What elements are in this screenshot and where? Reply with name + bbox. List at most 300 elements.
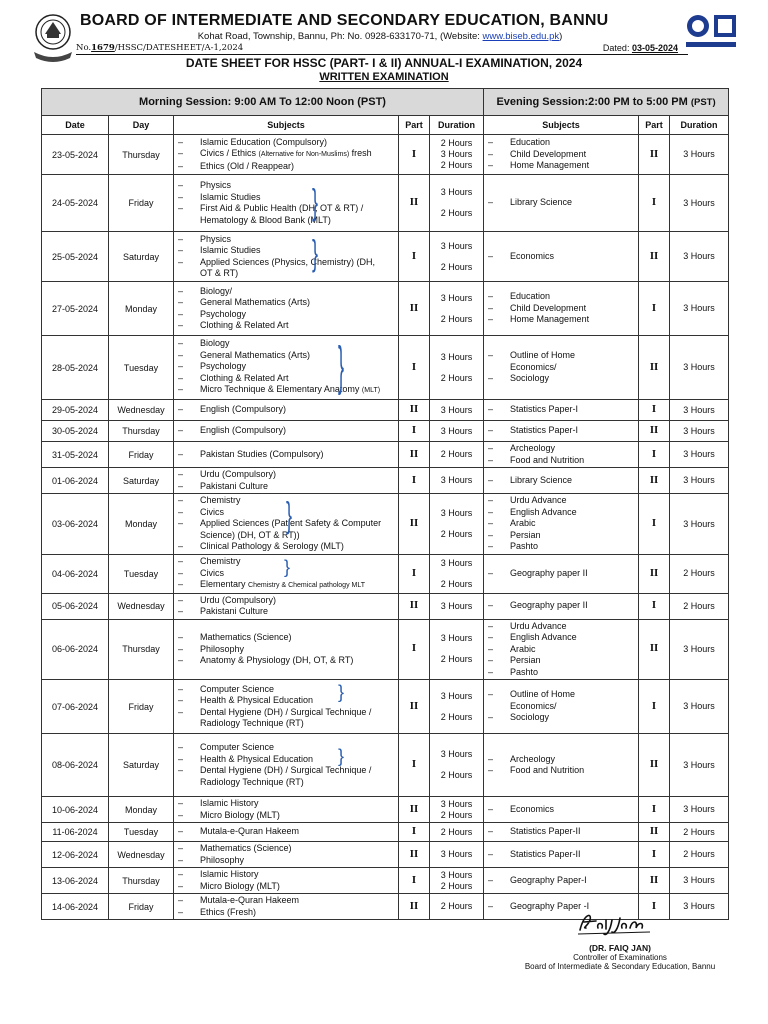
morning-subject-part: Anatomy & Physiology (DH, OT, & RT) — [200, 655, 354, 665]
morning-subject-line — [176, 541, 396, 553]
morning-duration — [430, 619, 484, 680]
morning-subject-line — [176, 192, 396, 204]
evening-subject-text — [510, 621, 636, 633]
reference-line — [76, 43, 686, 53]
evening-subject-part: Home Management — [510, 314, 590, 325]
dash-marker: – — [178, 372, 184, 383]
morning-subject-part: Clinical Pathology & Serology (MLT) — [200, 541, 344, 552]
morning-subjects — [174, 894, 399, 920]
evening-subject-part: Food and Nutrition — [510, 454, 585, 465]
evening-subject-line — [486, 455, 636, 467]
morning-subject-line — [176, 338, 396, 350]
morning-subject-part: Clothing & Related Art — [200, 372, 289, 383]
morning-duration — [430, 734, 484, 797]
morning-subject-part: Chemistry & Chemical pathology MLT — [248, 582, 365, 589]
morning-subject-text — [200, 309, 396, 321]
morning-subject-part: Science) (DH, OT & RT)) — [200, 529, 300, 540]
morning-part: I — [399, 868, 430, 894]
morning-subject-part: General Mathematics (Arts) — [200, 349, 311, 360]
table-row — [42, 400, 729, 421]
morning-subject-part: General Mathematics (Arts) — [200, 297, 311, 307]
morning-duration — [430, 593, 484, 619]
evening-subjects — [484, 734, 639, 797]
morning-subject-line — [176, 481, 396, 493]
evening-part: II — [639, 135, 670, 175]
evening-subject-part: Child Development — [510, 302, 587, 313]
morning-subject-part: Elementary — [200, 579, 249, 589]
evening-subjects — [484, 232, 639, 282]
morning-subject-part: OT & RT) — [200, 268, 239, 278]
duration-value: 2 Hours — [440, 770, 473, 780]
grouping-brace: } — [312, 182, 319, 222]
morning-subject-line — [176, 655, 396, 667]
duration-value: 3 Hours — [440, 798, 473, 809]
exam-date: 06-06-2024 — [42, 619, 109, 680]
morning-subject-part: Physics — [200, 233, 232, 244]
evening-subjects — [484, 842, 639, 868]
morning-part: II — [399, 842, 430, 868]
evening-subjects — [484, 494, 639, 555]
dash-marker: – — [488, 506, 494, 517]
evening-subject-text — [510, 689, 636, 701]
morning-subject-line — [176, 361, 396, 373]
address-text: Kohat Road, Township, Bannu, Ph: No. 0928-633170-71, (Website: — [197, 31, 483, 42]
dash-marker: – — [178, 297, 184, 307]
certification-badge-icon — [682, 12, 740, 52]
duration-value: 2 Hours — [440, 313, 473, 324]
duration-value: 2 Hours — [440, 578, 473, 589]
morning-subject-text — [200, 361, 396, 373]
morning-subjects — [174, 468, 399, 494]
evening-subject-text — [510, 667, 636, 679]
evening-duration — [670, 135, 729, 175]
morning-subjects — [174, 232, 399, 282]
duration-value: 3 Hours — [440, 508, 473, 518]
controller-board: Board of Intermediate & Secondary Education, Bannu — [524, 962, 716, 971]
evening-subject-text — [510, 804, 636, 816]
morning-subject-text — [200, 568, 396, 580]
evening-subject-line — [486, 765, 636, 777]
duration-value: 2 Hours — [440, 138, 473, 148]
evening-subject-part: Food and Nutrition — [510, 765, 585, 775]
dash-marker: – — [488, 666, 494, 677]
dash-marker: – — [178, 843, 184, 853]
morning-subject-line — [176, 826, 396, 838]
morning-subjects — [174, 797, 399, 823]
col-morning-subjects: Subjects — [174, 116, 399, 135]
dash-marker: – — [488, 874, 494, 885]
exam-date: 28-05-2024 — [42, 336, 109, 400]
evening-part: II — [639, 421, 670, 442]
morning-subject-line — [176, 765, 396, 777]
evening-subject-text — [510, 541, 636, 553]
morning-subject-part: Mathematics (Science) — [200, 843, 292, 853]
dash-marker: – — [178, 361, 184, 372]
duration-value: 3 Hours — [440, 849, 473, 859]
evening-subject-part: Geography paper II — [510, 600, 588, 611]
evening-subjects — [484, 135, 639, 175]
dash-marker: – — [488, 160, 494, 171]
morning-subject-part: Computer Science — [200, 683, 275, 694]
morning-subject-line — [176, 404, 396, 416]
morning-subject-line — [176, 579, 396, 592]
morning-subjects — [174, 619, 399, 680]
date-sheet-title: DATE SHEET FOR HSSC (PART- I & II) ANNUAL-I EXAMINATION, 2024 — [185, 56, 583, 70]
evening-subject-part: Geography paper II — [510, 568, 588, 578]
morning-subject-text — [200, 234, 396, 246]
website-link[interactable]: www.biseb.edu.pk — [482, 31, 560, 42]
evening-subject-line — [486, 754, 636, 766]
dash-marker: – — [178, 506, 184, 517]
morning-subject-part: Mathematics (Science) — [200, 632, 292, 642]
evening-subject-line — [486, 404, 636, 416]
dash-marker: – — [488, 425, 494, 436]
evening-subject-line — [486, 373, 636, 385]
morning-duration — [430, 400, 484, 421]
duration-value: 3 Hours — [440, 749, 473, 759]
evening-subject-part: Economics — [510, 250, 555, 261]
morning-subject-line — [176, 469, 396, 481]
evening-subjects — [484, 421, 639, 442]
dash-marker: – — [488, 541, 494, 552]
duration-value: 3 Hours — [440, 425, 473, 436]
evening-subject-text — [510, 530, 636, 542]
morning-duration — [430, 175, 484, 232]
morning-subject-text — [200, 869, 396, 881]
evening-duration — [670, 593, 729, 619]
duration-value: 2 Hours — [440, 880, 473, 891]
morning-part: II — [399, 680, 430, 734]
evening-subject-part: Persian — [510, 529, 541, 540]
evening-subject-line — [486, 804, 636, 816]
grouping-brace: } — [312, 233, 319, 273]
evening-subject-part: Statistics Paper-II — [510, 826, 581, 837]
morning-duration — [430, 135, 484, 175]
morning-subject-continued — [176, 777, 396, 789]
morning-subject-line — [176, 350, 396, 362]
duration-value: 3 Hours — [440, 690, 473, 701]
dash-marker: – — [488, 803, 494, 814]
duration-value: 3 Hours — [440, 149, 473, 159]
morning-subject-text — [200, 297, 396, 309]
morning-subject-part: Applied Sciences (Physics, Chemistry) (DH, — [200, 256, 376, 267]
table-row — [42, 593, 729, 619]
morning-subject-line — [176, 855, 396, 867]
exam-date: 04-06-2024 — [42, 555, 109, 594]
table-row — [42, 797, 729, 823]
evening-part: II — [639, 619, 670, 680]
table-row — [42, 421, 729, 442]
duration-gap — [430, 198, 483, 208]
duration-value: 3 Hours — [440, 292, 473, 303]
duration-value: 3 Hours — [683, 149, 715, 159]
dash-marker: – — [488, 826, 494, 837]
duration-gap — [430, 644, 483, 654]
morning-part: II — [399, 282, 430, 336]
evening-subject-part: Archeology — [510, 753, 556, 764]
evening-subject-line — [486, 655, 636, 667]
morning-subject-part: Philosophy — [200, 643, 245, 654]
morning-subject-text — [200, 148, 396, 161]
morning-subject-text — [200, 257, 396, 269]
table-row — [42, 442, 729, 468]
duration-value: 3 Hours — [440, 633, 473, 644]
dash-marker: – — [178, 245, 184, 255]
morning-subject-text — [200, 826, 396, 838]
morning-subject-line — [176, 644, 396, 656]
morning-duration — [430, 680, 484, 734]
date-sheet-body — [42, 135, 729, 920]
dash-marker: – — [178, 632, 184, 642]
morning-subject-line — [176, 843, 396, 855]
dash-marker: – — [178, 495, 184, 506]
evening-subject-line — [486, 826, 636, 838]
dash-marker: – — [178, 518, 184, 529]
exam-day: Thursday — [109, 619, 174, 680]
exam-date: 11-06-2024 — [42, 823, 109, 842]
morning-subject-text — [200, 684, 396, 696]
morning-subject-text — [200, 695, 396, 707]
morning-subjects — [174, 421, 399, 442]
morning-subject-line — [176, 373, 396, 385]
morning-subject-text — [200, 507, 396, 519]
morning-subject-text — [200, 595, 396, 607]
exam-day: Friday — [109, 894, 174, 920]
dash-marker: – — [178, 191, 184, 202]
dash-marker: – — [178, 308, 184, 319]
evening-subject-text — [510, 507, 636, 519]
evening-subjects — [484, 282, 639, 336]
morning-subject-part: Civics / Ethics — [200, 148, 259, 159]
dash-marker: – — [178, 594, 184, 605]
evening-subject-part: Statistics Paper-I — [510, 404, 579, 415]
exam-date: 08-06-2024 — [42, 734, 109, 797]
morning-subject-part: First Aid & Public Health (DH, OT & RT) / — [200, 203, 364, 213]
dash-marker: – — [178, 160, 184, 171]
evening-subject-text — [510, 455, 636, 467]
column-header-row — [42, 116, 729, 135]
duration-value: 3 Hours — [683, 362, 715, 372]
exam-date: 12-06-2024 — [42, 842, 109, 868]
morning-subject-part: Pakistani Culture — [200, 480, 269, 491]
col-date: Date — [42, 116, 109, 135]
morning-subject-part: Psychology — [200, 308, 247, 319]
duration-value: 2 Hours — [440, 160, 473, 170]
evening-subject-line — [486, 875, 636, 887]
morning-subject-line — [176, 203, 396, 215]
morning-subject-text — [200, 655, 396, 667]
evening-subject-line — [486, 149, 636, 161]
dash-marker: – — [178, 579, 184, 589]
morning-subject-line — [176, 309, 396, 321]
board-emblem-icon — [30, 12, 76, 62]
dash-marker: – — [178, 606, 184, 616]
evening-part: II — [639, 336, 670, 400]
exam-day: Thursday — [109, 421, 174, 442]
evening-subject-text — [510, 373, 636, 385]
ref-rest: /HSSC/DATESHEET/A-1,2024 — [114, 43, 244, 53]
table-row — [42, 175, 729, 232]
dash-marker: – — [488, 404, 494, 415]
col-evening-duration: Duration — [670, 116, 729, 135]
duration-gap — [430, 519, 483, 529]
evening-subject-text — [510, 197, 636, 209]
morning-subject-line — [176, 449, 396, 461]
grouping-brace: } — [338, 746, 345, 766]
ref-number: 1679 — [91, 43, 115, 53]
evening-subjects — [484, 593, 639, 619]
morning-subject-line — [176, 137, 396, 149]
evening-subject-line — [486, 849, 636, 861]
morning-subject-part: Islamic Studies — [200, 191, 261, 202]
morning-subject-text — [200, 556, 396, 568]
evening-subject-text — [510, 644, 636, 656]
duration-value: 2 Hours — [440, 449, 473, 459]
table-row — [42, 336, 729, 400]
evening-subject-text — [510, 425, 636, 437]
evening-subject-line — [486, 530, 636, 542]
evening-subject-text — [510, 849, 636, 861]
evening-duration — [670, 442, 729, 468]
morning-subject-line — [176, 798, 396, 810]
morning-subject-line — [176, 148, 396, 161]
evening-part: I — [639, 680, 670, 734]
ref-prefix: No. — [76, 43, 92, 53]
morning-subject-part: Physics — [200, 180, 232, 190]
dash-marker: – — [488, 765, 494, 775]
evening-duration — [670, 421, 729, 442]
dash-marker: – — [178, 320, 184, 330]
date-sheet-table — [41, 88, 729, 920]
duration-gap — [430, 702, 483, 712]
evening-subject-continued — [486, 362, 636, 374]
evening-duration — [670, 555, 729, 594]
dash-marker: – — [488, 753, 494, 764]
dash-marker: – — [488, 443, 494, 453]
morning-subject-part: Civics — [200, 567, 224, 578]
evening-duration — [670, 232, 729, 282]
morning-subject-part: Ethics (Old / Reappear) — [200, 160, 295, 171]
morning-part: II — [399, 797, 430, 823]
signature-block — [480, 908, 760, 971]
morning-subject-text — [200, 907, 396, 919]
duration-value: 2 Hours — [440, 208, 473, 218]
evening-subject-part: Education — [510, 137, 551, 148]
evening-subject-line — [486, 689, 636, 701]
morning-duration — [430, 442, 484, 468]
duration-value: 3 Hours — [683, 251, 715, 261]
duration-value: 3 Hours — [683, 449, 715, 459]
dash-marker: – — [178, 826, 184, 837]
evening-subject-part: Sociology — [510, 373, 550, 384]
morning-part: II — [399, 894, 430, 920]
morning-subject-line — [176, 384, 396, 397]
evening-subjects — [484, 400, 639, 421]
evening-duration — [670, 175, 729, 232]
morning-part: I — [399, 823, 430, 842]
evening-duration — [670, 868, 729, 894]
morning-subjects — [174, 680, 399, 734]
evening-part: I — [639, 797, 670, 823]
dash-marker: – — [178, 655, 184, 665]
dash-marker: – — [488, 373, 494, 384]
dash-marker: – — [488, 848, 494, 859]
evening-subject-part: Economics/ — [510, 700, 557, 711]
dash-marker: – — [488, 689, 494, 700]
morning-subject-part: Biology/ — [200, 285, 233, 296]
morning-subject-text — [200, 855, 396, 867]
morning-subjects — [174, 734, 399, 797]
morning-subject-line — [176, 180, 396, 192]
evening-subject-line — [486, 621, 636, 633]
duration-gap — [430, 304, 483, 314]
duration-value: 2 Hours — [683, 600, 715, 611]
evening-subject-text — [510, 518, 636, 530]
exam-day: Friday — [109, 442, 174, 468]
morning-part: I — [399, 232, 430, 282]
morning-subject-line — [176, 234, 396, 246]
exam-day: Saturday — [109, 734, 174, 797]
date-sheet-subtitle: WRITTEN EXAMINATION — [319, 71, 449, 83]
morning-subject-line — [176, 632, 396, 644]
evening-part: I — [639, 442, 670, 468]
morning-subject-line — [176, 881, 396, 893]
evening-duration — [670, 494, 729, 555]
morning-subject-text — [200, 350, 396, 362]
morning-subject-part: Ethics (Fresh) — [200, 906, 257, 917]
morning-subject-line — [176, 754, 396, 766]
evening-session-label: Evening Session:2:00 PM to 5:00 PM — [496, 96, 691, 108]
morning-subject-text — [200, 373, 396, 385]
morning-subjects — [174, 400, 399, 421]
duration-gap — [430, 760, 483, 770]
exam-day: Monday — [109, 797, 174, 823]
dash-marker: – — [488, 712, 494, 723]
evening-part: I — [639, 400, 670, 421]
evening-subject-part: Persian — [510, 655, 541, 665]
dated-value: 03-05-2024 — [631, 43, 678, 53]
evening-subject-text — [510, 350, 636, 362]
morning-subject-text — [200, 495, 396, 507]
morning-part: I — [399, 336, 430, 400]
exam-day: Tuesday — [109, 823, 174, 842]
dash-marker: – — [178, 880, 184, 891]
evening-part: I — [639, 175, 670, 232]
morning-subject-part: Philosophy — [200, 854, 245, 865]
evening-subject-part: English Advance — [510, 632, 577, 642]
evening-subject-line — [486, 443, 636, 455]
evening-subject-part: Urdu Advance — [510, 620, 567, 631]
evening-subjects — [484, 555, 639, 594]
col-evening-subjects: Subjects — [484, 116, 639, 135]
evening-duration — [670, 842, 729, 868]
dash-marker: – — [178, 643, 184, 654]
morning-subject-line — [176, 595, 396, 607]
morning-subject-text — [200, 518, 396, 530]
morning-duration — [430, 555, 484, 594]
evening-subject-line — [486, 160, 636, 172]
morning-duration — [430, 797, 484, 823]
morning-subject-text — [200, 180, 396, 192]
evening-duration — [670, 797, 729, 823]
col-morning-part: Part — [399, 116, 430, 135]
morning-subjects — [174, 175, 399, 232]
dash-marker: – — [178, 906, 184, 917]
dash-marker: – — [178, 180, 184, 190]
dated-label: Dated: — [602, 43, 632, 53]
exam-date: 10-06-2024 — [42, 797, 109, 823]
duration-value: 2 Hours — [440, 529, 473, 539]
